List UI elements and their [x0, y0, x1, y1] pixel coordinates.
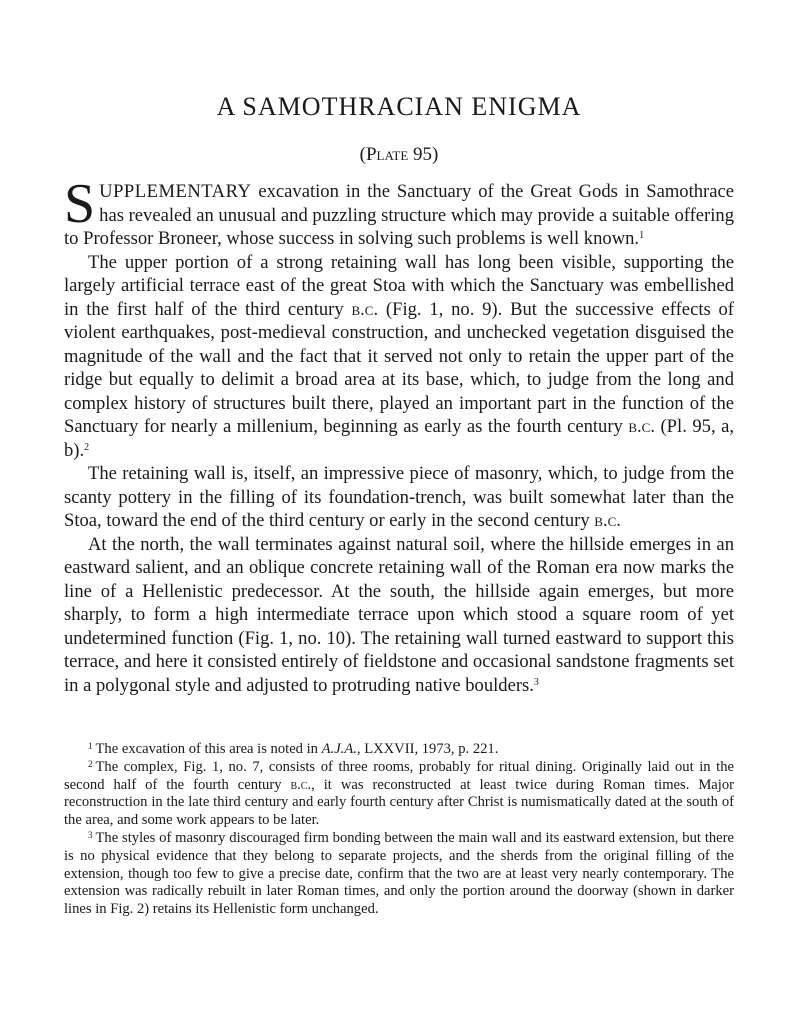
article-body — [64, 173, 735, 697]
footnote-ref-2[interactable]: 2 — [84, 441, 90, 453]
plate-open-paren: ( — [359, 144, 366, 165]
paragraph-1 — [64, 173, 734, 251]
footnote-1-text-b: , LXXVII, 1973, p. 221. — [356, 741, 499, 757]
plate-reference — [0, 144, 798, 166]
footnote-ref-1[interactable]: 1 — [639, 230, 645, 241]
paragraph-2-text-b: (Fig. 1, no. 9). But the successive effects of violent earthquakes, post-medieval construction, and unchecked vegetation disguised the magnitude of the wall and the fact that it served not only to retain the upper part of the ridge but equally to delimit a broad area at its base, which, to judge from the long and complex history of structures built there, played an important part in the function of the Sanctuary for nearly a millenium, beginning as early as the fourth century — [64, 298, 735, 437]
paragraph-3-text: The retaining wall is, itself, an impressive piece of masonry, which, to judge from the scanty pottery in the filling of its foundation-trench, was built somewhat later than the Stoa, toward the end of the third century or early in the second century — [64, 463, 734, 531]
paragraph-2-text-a: The upper portion of a strong retaining wall has long been visible, supporting the largely artificial terrace east of the great Stoa with which the Sanctuary was embellished in the first half of the third century — [64, 251, 734, 320]
journal-title: A.J.A. — [321, 741, 357, 757]
article-title: A SAMOTHRACIAN ENIGMA — [216, 92, 582, 121]
paragraph-4 — [64, 533, 734, 698]
footnote-2-text-b: , it was reconstructed at least twice during Roman times. Major reconstruction in the late third century and early fourth century after Christ is numismatically dated at the south of the area, and some work appears to be later. — [64, 776, 734, 829]
footnotes — [64, 741, 734, 919]
drop-cap: S — [64, 173, 96, 235]
bc-abbrev: b.c. — [628, 416, 655, 437]
plate-close-paren: ) — [432, 144, 439, 165]
footnote-ref-3[interactable]: 3 — [533, 676, 539, 688]
paragraph-1-text: excavation in the Sanctuary of the Great Gods in Samothrace has revealed an unusual and puzzling structure which may provide a suitable offering to Professor Broneer, whose success in solving such problems is well known. — [64, 181, 734, 249]
footnote-2-text-a: The complex, Fig. 1, no. 7, consists of three rooms, probably for ritual dining. Originally laid out in the second half of the fourth century — [64, 758, 734, 793]
footnote-number: 2 — [88, 758, 93, 769]
footnote-2 — [64, 759, 734, 830]
plate-label: Plate 95 — [365, 144, 433, 165]
lead-word: UPPLEMENTARY — [99, 181, 252, 202]
bc-abbrev: b.c. — [594, 510, 621, 531]
footnote-3-text: The styles of masonry discouraged firm bonding between the main wall and its eastward extension, but there is no physical evidence that they belong to separate projects, and the sherds from the original filling of the extension, though too few to give a precise date, confirm that the two are at least very nearly contemporary. The extension was radically rebuilt in later Roman times, and only the portion around the doorway (shown in darker lines in Fig. 2) retains its Hellenistic form unchanged. — [64, 829, 734, 918]
footnote-number: 1 — [88, 741, 93, 751]
footnote-3 — [64, 830, 734, 919]
bc-abbrev: b.c. — [290, 776, 312, 793]
paragraph-3 — [64, 462, 734, 533]
bc-abbrev: b.c. — [351, 298, 379, 320]
footnote-number: 3 — [88, 829, 93, 840]
paragraph-4-text: At the north, the wall terminates against natural soil, where the hillside emerges in an eastward salient, and an oblique concrete retaining wall of the Roman era now marks the line of a Hellenistic predecessor. At the south, the hillside again emerges, but more sharply, to form a high intermediate terrace upon which stood a square room of yet undetermined function (Fig. 1, no. 10). The retaining wall turned eastward to support this terrace, and here it consisted entirely of fieldstone and occasional sandstone fragments set in a polygonal style and adjusted to protruding native boulders. — [64, 533, 734, 696]
footnote-1-text-a: The excavation of this area is noted in — [95, 741, 322, 757]
paragraph-2-text-c: (Pl. 95, a, b). — [64, 416, 734, 461]
footnote-1 — [64, 741, 734, 759]
paragraph-2 — [64, 251, 734, 463]
